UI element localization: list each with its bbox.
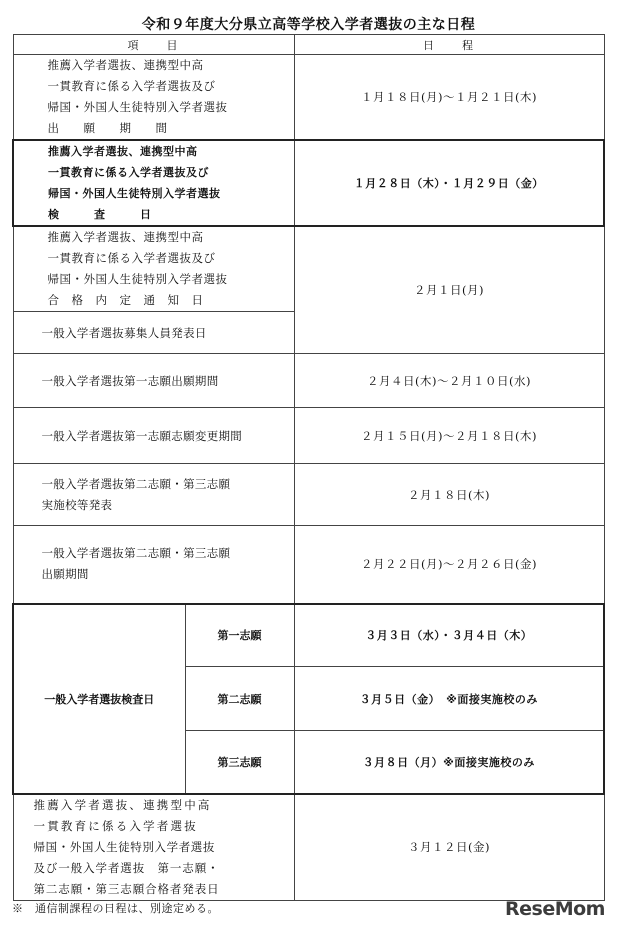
table-row [13,354,604,408]
table-row [13,526,604,604]
item-line: 一貫教育に係る入学者選抜及び [47,251,216,265]
row-item [13,464,294,526]
row-item [13,794,294,901]
item-line: 実施校等発表 [41,497,113,512]
row-date: ２月２２日(月)～２月２６日(金) [294,526,604,604]
item-line: 推薦入学者選抜、連携型中高 [47,58,204,72]
schedule-table [12,34,605,901]
row-date: ２月４日(木)～２月１０日(水) [294,354,604,408]
item-line: 推薦入学者選抜、連携型中高 [48,145,198,158]
table-row [13,408,604,464]
row-item: 一般入学者選抜第一志願志願変更期間 [13,408,294,464]
sub-choice-date: ３月８日（月）※面接実施校のみ [294,731,604,794]
row-date: ３月１２日(金) [294,794,604,901]
item-line: 一貫教育に係る入学者選抜及び [47,79,216,93]
row-date: ２月１８日(木) [294,464,604,526]
item-line: 帰国・外国人生徒特別入学者選抜 [47,272,228,286]
item-line: 一般入学者選抜第二志願・第三志願 [41,546,231,561]
row-date: ２月１５日(月)～２月１８日(木) [294,408,604,464]
item-line: 第二志願・第三志願合格者発表日 [33,881,220,896]
item-line: 検 査 日 [48,208,152,221]
sub-choice-name: 第一志願 [185,604,294,667]
footnote: ※ 通信制課程の日程は、別途定める。 [12,902,219,915]
table-row [13,55,604,141]
table-row [13,464,604,526]
item-line: 出 願 期 間 [47,121,168,135]
page-title: 令和９年度大分県立高等学校入学者選抜の主な日程 [141,17,476,33]
sub-choice-name: 第三志願 [185,731,294,794]
row-item: 一般入学者選抜募集人員発表日 [13,312,294,354]
item-line: 帰国・外国人生徒特別入学者選抜 [47,100,228,114]
item-line: 推薦入学者選抜、連携型中高 [33,797,212,812]
exam-day-label: 一般入学者選抜検査日 [13,604,185,794]
row-date: １月１８日(月)～１月２１日(木) [294,55,604,141]
table-header-row [13,35,604,55]
row-item [13,526,294,604]
item-line: 一貫教育に係る入学者選抜 [33,818,198,833]
row-date: ２月１日(月) [294,226,604,354]
item-line: 帰国・外国人生徒特別入学者選抜 [48,187,221,200]
sub-choice-date: ３月３日（水）・３月４日（木） [294,604,604,667]
item-line: 一般入学者選抜第二志願・第三志願 [41,476,231,491]
item-line: 出願期間 [41,567,89,582]
item-line: 推薦入学者選抜、連携型中高 [47,230,204,244]
table-row [13,794,604,901]
header-schedule: 日 程 [294,35,604,55]
header-item: 項 目 [13,35,294,55]
row-item [13,226,294,312]
sub-choice-name: 第二志願 [185,667,294,731]
sub-choice-date: ３月５日（金） ※面接実施校のみ [294,667,604,731]
row-item [13,140,294,226]
item-line: 帰国・外国人生徒特別入学者選抜 [33,839,215,854]
table-row [13,226,604,312]
row-item [13,55,294,141]
item-line: 合 格 内 定 通 知 日 [47,293,204,307]
resemom-logo: ReseMom [505,898,605,920]
row-item: 一般入学者選抜第一志願出願期間 [13,354,294,408]
table-row [13,140,604,226]
item-line: 及び一般入学者選抜 第一志願・ [33,860,220,875]
table-row [13,604,604,667]
row-date: １月２８日（木）・１月２９日（金） [294,140,604,226]
item-line: 一貫教育に係る入学者選抜及び [48,166,209,179]
